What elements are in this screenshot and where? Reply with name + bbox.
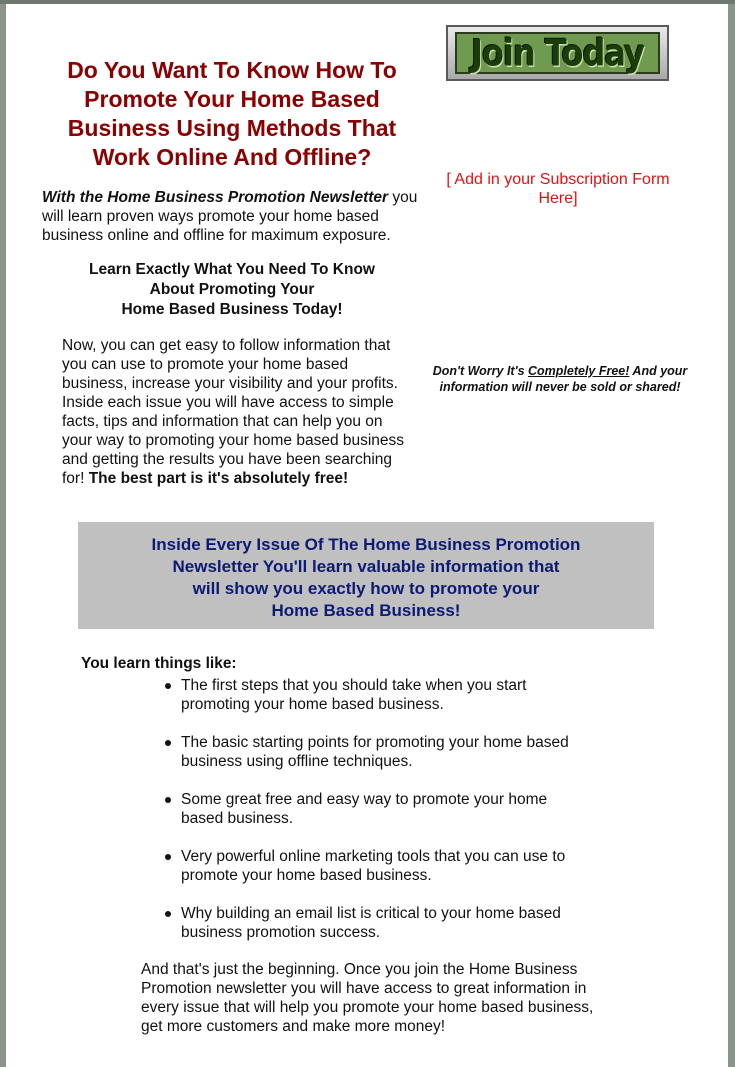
list-item-text: Very powerful online marketing tools that you can use to promote your home based business.	[181, 848, 566, 884]
body-bold-text: The best part is it's absolutely free!	[88, 470, 349, 487]
list-item-text: The basic starting points for promoting your home based business using offline techniques.	[181, 734, 569, 770]
highlight-banner	[78, 522, 654, 629]
privacy-note-free: Completely Free!	[528, 364, 630, 378]
intro-rest: you will learn proven ways promote your home based business online and offline for maximum exposure.	[42, 189, 418, 244]
bullet-icon	[165, 683, 171, 689]
list-item	[161, 733, 581, 771]
things-heading: You learn things like:	[81, 655, 237, 672]
banner-line: Inside Every Issue Of The Home Business Promotion	[151, 535, 581, 554]
banner-line: will show you exactly how to promote your	[192, 579, 540, 598]
list-item-text: Why building an email list is critical to your home based business promotion success.	[181, 905, 561, 941]
benefits-list	[161, 676, 581, 961]
list-item	[161, 790, 581, 828]
learn-heading-line: Learn Exactly What You Need To Know	[89, 261, 375, 278]
intro-paragraph	[42, 188, 422, 245]
join-today-label: Join Today	[471, 31, 644, 75]
list-item	[161, 847, 581, 885]
list-item	[161, 904, 581, 942]
intro-lead: With the Home Business Promotion Newsletter	[42, 189, 389, 206]
list-item-text: The first steps that you should take when you start promoting your home based business.	[181, 677, 527, 713]
list-item-text: Some great free and easy way to promote your home based business.	[181, 791, 548, 827]
closing-paragraph: And that's just the beginning. Once you join the Home Business Promotion newsletter you will have access to great information in every issue that will help you promote your home based business, get more customers and make more money!	[141, 961, 594, 1035]
page-headline: Do You Want To Know How To Promote Your Home Based Business Using Methods That Work Online And Offline?	[67, 57, 397, 170]
privacy-note	[422, 363, 698, 395]
join-today-button-face[interactable]	[455, 32, 660, 74]
bullet-icon	[165, 911, 171, 917]
learn-heading-line: Home Based Business Today!	[121, 301, 343, 318]
subscription-form-placeholder: [ Add in your Subscription Form Here]	[446, 171, 670, 207]
learn-heading	[62, 260, 402, 320]
banner-line: Home Based Business!	[271, 601, 461, 620]
privacy-note-after: And your information will never be sold or shared!	[439, 364, 688, 394]
learn-heading-line: About Promoting Your	[149, 281, 315, 298]
page-content	[6, 4, 728, 1067]
list-item	[161, 676, 581, 714]
privacy-note-before: Don't Worry It's	[432, 364, 528, 378]
bullet-icon	[165, 740, 171, 746]
join-today-button[interactable]	[446, 25, 669, 81]
bullet-icon	[165, 797, 171, 803]
body-paragraph	[62, 336, 412, 488]
banner-line: Newsletter You'll learn valuable information that	[172, 557, 560, 576]
bullet-icon	[165, 854, 171, 860]
body-text: Now, you can get easy to follow information that you can use to promote your home based business, increase your visibility and your profits. Inside each issue you will have access to simple facts, tips and information that can help you on your way to promoting your home based business and getting the results you have been searching for!	[62, 337, 405, 487]
